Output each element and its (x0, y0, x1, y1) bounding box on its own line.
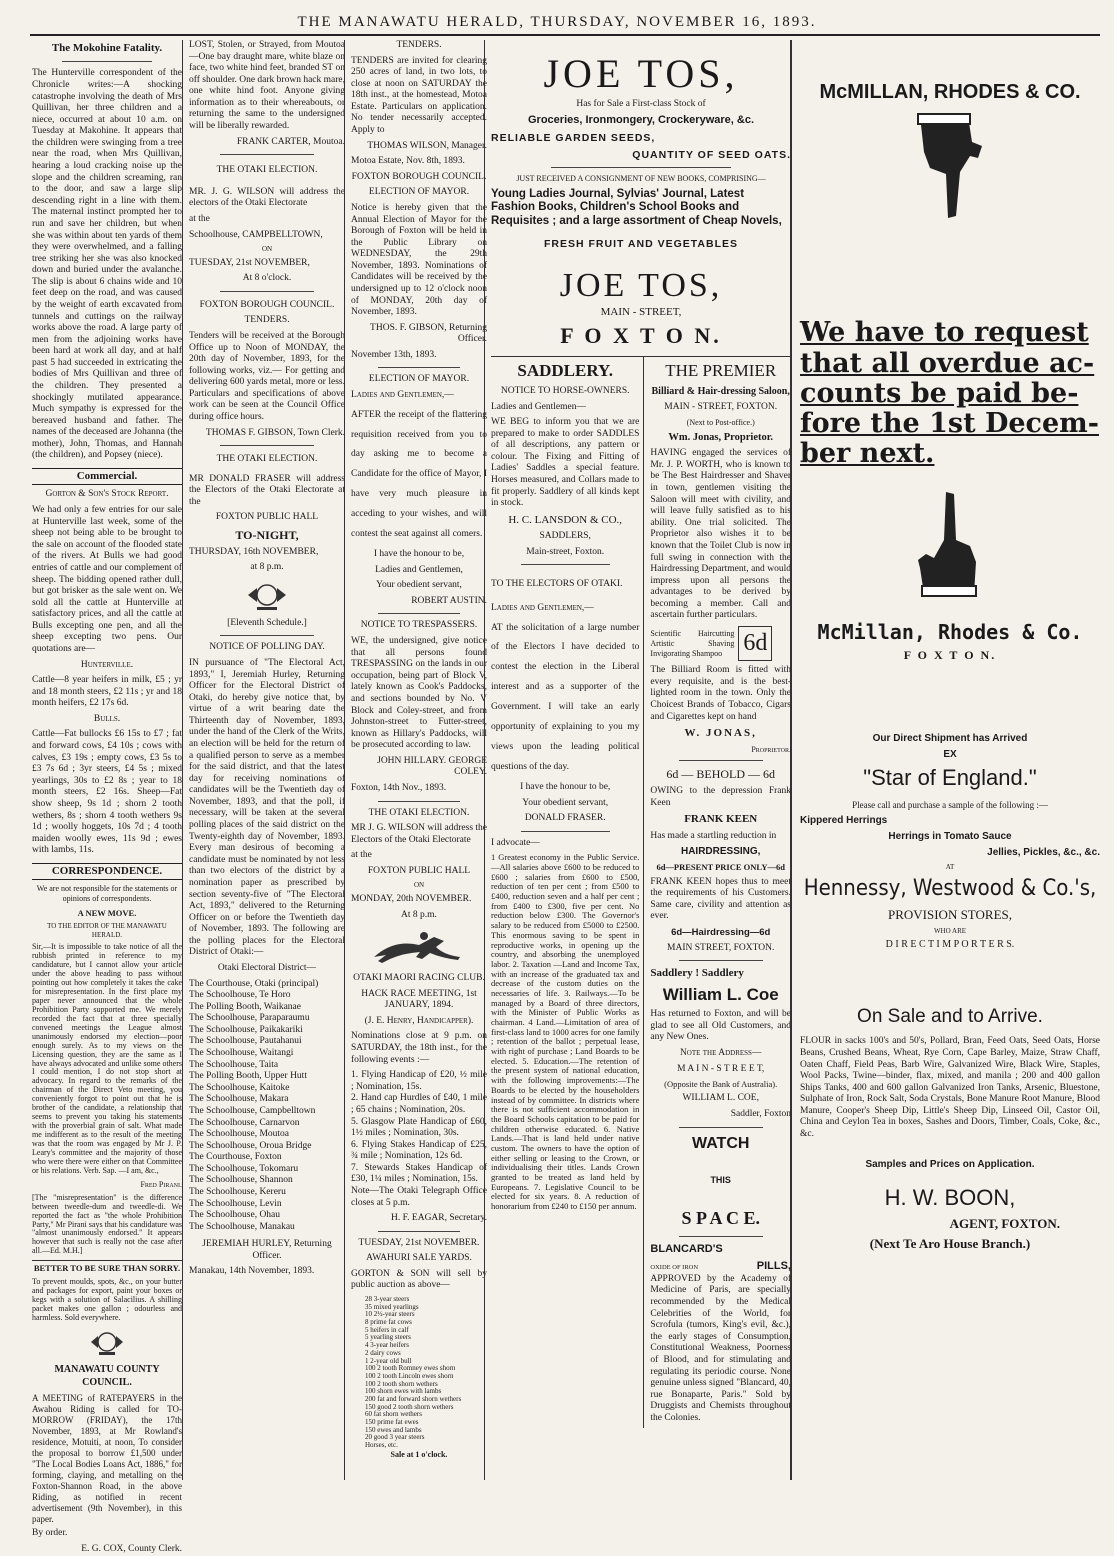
divider (220, 445, 314, 446)
premier-price-box (650, 626, 791, 661)
sale-item: 100 shorn ewes with lambs (365, 1387, 442, 1396)
premier-addr: MAIN - STREET, FOXTON. (664, 402, 778, 413)
sale-time: Sale at 1 o'clock. (390, 1449, 448, 1459)
sale-item: 35 mixed yearlings (365, 1302, 419, 1311)
otaki3-at: at the (351, 850, 372, 861)
polling-place-item: The Schoolhouse, Paraparaumu (189, 1013, 310, 1024)
racing-event-item: 2. Hand cap Hurdles of £40, 1 mile ; 65 chains ; Nomination, 20s. (351, 1093, 487, 1115)
sale-item: 100 2 tooth Romney ewes shorn (365, 1364, 456, 1373)
trespass-body: WE, the undersigned, give notice that all persons found TRESPASSING on the lands in our occupation, being part of Block V, lately known as Cook's Paddocks, and sections bounded by No. V Block and Coley-street, and from Johnston-street to Futter-street, known as Hillary's Paddocks, will be prosecuted according to law. (351, 636, 487, 751)
shipment-kippered: Kippered Herrings (800, 814, 888, 826)
split-section (491, 356, 791, 1428)
notice-line-3: counts be paid be- (800, 377, 1079, 409)
new-move-to: TO THE EDITOR OF THE MANAWATU HERALD. (47, 922, 167, 939)
hunterville-body: Cattle—8 year heifers in milk, £5 ; yr and 18 month steers, £2 11s ; yr and 18 month heifers, £2 17s 6d. (32, 675, 182, 709)
coat-of-arms-icon (87, 1328, 127, 1358)
otaki3-title: THE OTAKI ELECTION. (368, 807, 470, 818)
divider (521, 564, 610, 565)
fraser-points: 1 Greatest economy in the Public Service.—All salaries above £600 to be reduced to £600 ; salaries from £600 to £500, reduction of ten per cent ; from £500 to £400, reduction seven and a half per cent ; from £400 to £300, five per cent. No reduction below £300. The Governor's salary to be reduced from £5000 to £2500. This enormous saving to be spent in reproductive works, in opening up the country, and absorbing the unemployed labor. 2. Taxation —Land and Income Tax, with an increase of the graduated tax and decrease of the custom duties on the necessaries of life. 3. Railways.—To be managed by a Board of three directors, with the Minister of Public Works as chairman. 4 Land.—Limitation of area of first-class land to 1000 acres for one family ; retention of the ballot ; perpetual lease, with right of purchase ; Land Boards to be elected. 5. Education.—The retention of the present system of national education, with the following improvements:—The Boards to be elected by the householders instead of by committee. In districts where there is not sufficient accommodation in the Board Schools capitation to be paid for children otherwise educated. 6. Native Lands.—That is land held under native custom. The owners to have the option of either selling or leasing to the Crown, or individualising their titles. Lands Crown granted to be treated as land held by Europeans. 7. Legislative Council to be elected for six years. 8. A reduction of honorarium from £240 to £150 per annum. (491, 852, 640, 1212)
sale-item: 200 fat and forward shorn wethers (365, 1394, 462, 1403)
hw-name: Hennessy, Westwood & Co.'s, (803, 875, 1097, 901)
boon-name: H. W. BOON, (884, 1184, 1016, 1210)
mcmillan-title: McMILLAN, RHODES & CO. (819, 81, 1081, 103)
racing-meet: HACK RACE MEETING, 1st JANUARY, 1894. (361, 988, 477, 1011)
sale-item: 100 2 tooth shorn wethers (365, 1379, 438, 1388)
joe-street: MAIN - STREET, (600, 306, 682, 319)
county-body: A MEETING of RATEPAYERS in the Awahou Riding is called for TO-MORROW (FRIDAY), the 17th November, 1893, at Mr Rowland's residence, Motuiti, at noon, To consider the proposal to borrow £1,500 under "The Local Bodies Loans Act, 1886," for forming, claying, and metalling on the Foxton-Shannon Road, in the above Riding, as notified in recent advertisement (9th November), in this paper. (32, 1392, 182, 1524)
keen-hair: HAIRDRESSING, (680, 846, 761, 858)
polling-place-item: The Polling Booth, Upper Hutt (189, 1071, 307, 1082)
otaki2-place: FOXTON PUBLIC HALL (215, 512, 319, 523)
joe-sub: Has for Sale a First-class Stock of (576, 98, 706, 109)
better-body: To prevent moulds, spots, &c., on your butter and packages for export, paint your boxes or kegs with a solution of Salacilius. A shilling packet makes one gallon ; odourless and harmless. Sold everywhere. (32, 1276, 182, 1322)
premier-role: Proprietor. (751, 744, 791, 754)
new-move-note: [The "misrepresentation" is the difference between tweedle-dum and tweedle-di. We reported the fact as "the whole Prohibition Party," Mr Pirani says that his candidature was "almost unanimously endorsed." It appears however that such is really not the case after all.—Ed. M.H.] (32, 1192, 182, 1256)
notice-line-1: We have to request (800, 317, 1089, 349)
premier-sign: W. JONAS, (684, 727, 757, 740)
sale-items-list (351, 1296, 487, 1450)
otaki2-night: TO-NIGHT, (235, 528, 299, 543)
austin-lg: Ladies and Gentlemen, (375, 564, 463, 575)
polling-body: IN pursuance of "The Electoral Act, 1893," I, Jeremiah Hurley, Returning Officer for the Electoral District of Otaki, do hereby give notice that, by virtue of a writ bearing date the Thirteenth day of November, 1893, under the hand of the Clerk of the Writs, an election will be held for the return of a qualified person to serve as a member for the said district, and that the latest day for receiving nominations of candidates will be the Twentieth day of November, 1893, and that the poll, if necessary, will be taken at the several polling places of the said district on the Twenty-eighth day of November, 1893. Every man desirous of becoming a candidate must be nominated by not less than two electors of the district by a nomination paper as prescribed by section seventy-five of "The Electoral Act, 1893," delivered to the Returning Officer on or before the Twentieth day of November, 1893. The following are the polling places for the Electoral District of Otaki:— (189, 657, 345, 958)
coe-note: Note the Address— (679, 1047, 762, 1058)
joe-tos-title: JOE TOS, (543, 51, 739, 96)
notice-line-2: that all overdue ac- (800, 347, 1095, 379)
polling-place-item: The Schoolhouse, Te Horo (189, 990, 291, 1001)
pills-sub (650, 1260, 791, 1273)
divider (679, 960, 763, 961)
column-2 (182, 40, 345, 1480)
column-5 (790, 40, 1100, 1480)
polling-place-item: The Schoolhouse, Moutoa (189, 1129, 290, 1140)
racing-body: Nominations close at 9 p.m. on SATURDAY, the 18th inst., for the following events :— (351, 1031, 487, 1065)
polling-place-item: The Schoolhouse, Paikakariki (189, 1024, 303, 1035)
fraser-honour: I have the honour to be, (520, 782, 611, 793)
mayor-body: Notice is hereby given that the Annual Election of Mayor for the Borough of Foxton will be held in the Public Library on WEDNESDAY, the 29th November, 1893. Nominations of Candidates will be received by the undersigned up to 12 o'clock noon of MONDAY, 20th day of November, 1893. (351, 202, 487, 318)
pills-oxide: OXIDE OF IRON (650, 1264, 699, 1272)
new-move-body: Sir,—It is impossible to take notice of all the rubbish printed in reference to my candidature, but I cannot allow your article under the above heading to pass without pointing out how completely it takes the cake for misrepresentation. In the first place my paper never announced that the whole Prohibition Party supported me. We merely recorded the fact that at three specially convened meetings the League almost unanimously endorsed my election—poor enough surely. As to my views on the Licensing question, they are the same as I have always advocated and unlike some others I could mention, I do not stop short at advocacy. In regard to the remarks of the chairman of the Direct Veto meeting, you conveniently forgot to point out that he is brother of the candidate, a relationship that seems to prevent you taking his statements with the proverbial grain of salt. What made me indifferent as to the result of the meeting was that the room was engaged by Mr J. P. Leary's committee and the majority of those who were there were either on that Committee or his relations. Verb. Sap. —I am, &c., (32, 942, 182, 1175)
premier-body: HAVING engaged the services of Mr. J. P. WORTH, who is known to be The Best Hairdresser and Shaver in town, gentlemen visiting the Saloon will meet with civility, and will leave fully satisfied as to his ability. One trial solicited. The Proprietor also wishes it to be known that the Toilet Club is now in full swing in connection with the Hairdressing Department, and would impress upon all persons the advantages to be derived by becoming a member. Call and ascertain further particulars. (650, 448, 791, 621)
mayor-sub: ELECTION OF MAYOR. (368, 187, 470, 198)
sale-item: 4 3-year heifers (365, 1341, 409, 1350)
mayor-sign: THOS. F. GIBSON, Returning Officer. (370, 322, 487, 345)
racing-note: Note—The Otaki Telegraph Office closes at 5 p.m. (351, 1185, 487, 1208)
polling-place-item: The Schoolhouse, Kaitoke (189, 1082, 290, 1093)
notice-line-4: fore the 1st Decem- (800, 408, 1099, 440)
otaki3-on: ON (413, 881, 425, 890)
joe-town: F O X T O N. (560, 323, 722, 349)
trespass-title: NOTICE TO TRESPASSERS. (360, 620, 478, 631)
fraser-title: TO THE ELECTORS OF OTAKI. (491, 579, 623, 590)
sale-item: 28 3-year steers (365, 1295, 410, 1304)
saddlery-notice: NOTICE TO HORSE-OWNERS. (500, 386, 630, 397)
polling-place-item: The Schoolhouse, Campbelltown (189, 1105, 316, 1116)
sale-item: Horses, etc. (365, 1441, 398, 1450)
polling-places-list (189, 979, 345, 1234)
racing-sign: H. F. EAGAR, Secretary. (391, 1213, 487, 1224)
otaki1-on: ON (261, 245, 273, 254)
shipment-name: "Star of England." (863, 764, 1037, 790)
sale-item: 150 prime fat ewes (365, 1418, 419, 1427)
austin-sign: ROBERT AUSTIN. (411, 595, 487, 606)
premier-price: 6d (738, 626, 772, 661)
foxton-sign: THOMAS F. GIBSON, Town Clerk. (205, 427, 345, 438)
racing-title: OTAKI MAORI RACING CLUB. (353, 973, 485, 984)
masthead-rule (30, 34, 1100, 36)
premier-sub: Billiard & Hair-dressing Saloon, (651, 386, 790, 398)
polling-place-item: The Schoolhouse, Ohau (189, 1210, 281, 1221)
pointing-hand-up-icon (890, 488, 1010, 598)
mcmillan-title-2: McMillan, Rhodes & Co. (817, 619, 1083, 644)
joe-seeds: RELIABLE GARDEN SEEDS, (491, 131, 656, 144)
sale-item: 8 prime fat cows (365, 1318, 412, 1327)
otaki3-time: At 8 p.m. (401, 909, 437, 920)
joe-tos-title-2: JOE TOS, (559, 266, 723, 304)
polling-place-item: The Schoolhouse, Kereru (189, 1186, 286, 1197)
divider (551, 167, 731, 168)
commercial-title: Commercial. (32, 468, 182, 485)
stock-title: Gorton & Son's Stock Report. (45, 489, 169, 500)
coe-sign: WILLIAM L. COE, (682, 1093, 759, 1104)
shipment-tomato: Herrings in Tomato Sauce (888, 830, 1012, 842)
saddlery-sub: SADDLERS, (539, 531, 591, 542)
foxton-sub: TENDERS. (244, 315, 290, 326)
racing-event-item: 1. Flying Handicap of £20, ½ mile ; Nomination, 15s. (351, 1070, 487, 1092)
bulls-body: Cattle—Fat bullocks £6 15s to £7 ; fat and forward cows, £4 10s ; cows with calves, £3 19s ; empty cows, £3 5s to £3 7s 6d ; 3yr steers, £4 5s ; mixed yearlings, 30s to £2 8s ; year to 18 month steers, £2 16s. Sheep—Fat show sheep, 9s 1d ; shorn 2 tooth wethers, 8s ; shorn 4 tooth wethers 9s 1d ; woolly hoggets, 10s 7d ; 4 tooth maiden woolly ewes, 11s 9d ; ewes with lambs, 11s. (32, 729, 182, 856)
keen-behold: 6d — BEHOLD — 6d (666, 767, 776, 782)
polling-place-item: The Schoolhouse, Shannon (189, 1175, 293, 1186)
polling-place-item: The Schoolhouse, Carnarvon (189, 1117, 300, 1128)
polling-place-item: The Schoolhouse, Levin (189, 1198, 282, 1209)
coe-body: Has returned to Foxton, and will be glad to see all Old Customers, and any New Ones. (650, 1009, 791, 1043)
column-1 (32, 40, 182, 1555)
saddlery-body: WE BEG to inform you that we are prepared to make to order SADDLES of all descriptions, any pattern or colour. The Fixing and Fitting of Ladies' Saddles a special feature. Horses measured, and Collars made to fit properly. Saddlery of all kinds kept in stock. (491, 417, 640, 509)
otaki1-time: At 8 o'clock. (242, 273, 292, 284)
shipment-note: Please call and purchase a sample of the following :— (852, 799, 1048, 810)
polling-place-item: The Schoolhouse, Makara (189, 1094, 289, 1105)
foxton-body: Tenders will be received at the Borough Office up to Noon of MONDAY, the 20th day of November, 1893, for the following works, viz.— For getting and delivering 600 yards metal, more or less. Particulars and specifications of above work can be seen at the Council Office during office hours. (189, 330, 345, 422)
joe-goods: Groceries, Ironmongery, Crockeryware, &c. (528, 114, 754, 127)
new-move-sign: Fred Pirani. (140, 1179, 182, 1189)
trespass-sign: JOHN HILLARY. GEORGE COLEY. (377, 755, 487, 778)
austin-servant: Your obedient servant, (376, 580, 462, 591)
keen-price: 6d—PRESENT PRICE ONLY—6d (656, 862, 785, 873)
austin-greet: Ladies and Gentlemen,— (351, 390, 454, 401)
sale-item: 1 2-year old bull (365, 1356, 412, 1365)
polling-place-item: The Schoolhouse, Waitangi (189, 1048, 294, 1059)
otaki3-body: MR J. G. WILSON will address the Electors of the Otaki Electorate (351, 823, 487, 845)
fatality-title: The Mokohine Fatality. (51, 42, 163, 54)
keen-body: OWING to the depression Frank Keen (650, 785, 791, 808)
correspondence-note: We are not responsible for the statements or opinions of correspondents. (36, 884, 178, 903)
tenders-title: TENDERS. (396, 40, 442, 50)
county-sign: E. G. COX, County Clerk. (81, 1544, 182, 1555)
otaki2-date: THURSDAY, 16th NOVEMBER, (189, 546, 319, 557)
austin-body: AFTER the receipt of the flattering requisition received from you to day asking me to become a Candidate for the office of Mayor, I have very much pleasure in acceding to your wishes, and will contest the seat against all comers. (351, 409, 487, 540)
watch-line-1: WATCH (691, 1134, 750, 1152)
otaki1-at: at the (189, 213, 210, 224)
sale-item: 150 ewes and lambs (365, 1425, 422, 1434)
premier-title: THE PREMIER (665, 361, 777, 381)
mcmillan-town: F O X T O N. (903, 647, 997, 662)
column-4-right (650, 357, 791, 1428)
hunterville-label: Hunterville. (80, 659, 134, 670)
otaki2-body: MR DONALD FRASER will address the Electors of the Otaki Electorate at the (189, 473, 345, 507)
mayor-date: November 13th, 1893. (351, 349, 437, 360)
keen-hopes: FRANK KEEN hopes thus to meet the requirements of his Customers. Same care, civility and attention as ever. (650, 876, 791, 922)
divider (679, 760, 763, 761)
watch-line-2: THIS (710, 1175, 731, 1186)
otaki2-title: THE OTAKI ELECTION. (216, 454, 318, 465)
sale-item: 20 good 3 year steers (365, 1433, 425, 1442)
trespass-date: Foxton, 14th Nov., 1893. (351, 783, 447, 793)
on-sale-body: FLOUR in sacks 100's and 50's, Pollard, Bran, Feed Oats, Seed Oats, Horse Beans, Crushed Beans, Wheat, Rye Corn, Cape Barley, Maize, Straw Chaff, Oaten Chaff, Field Peas, Barb Wire, Galvanized Wire, Black Wire, Staples, Wool Packs, Twine—binder, flax, mixed, and manila ; 200 and 400 gallon Ships Tanks, 400 and 600 gallon Galvanized Iron Tanks, Arsenic, Bluestone, Sulphate of Iron, Rock Salt, Soda Crystals, Bone Manure Root Manure, Blood Manure, Cooper's Sheep Dip, Little's Sheep Dip, Linseed Oil, Castor Oil, China and Ceylon Tea in boxes, Sashes and Doors, Timber, Coals, Coke, &c., &c. (800, 1036, 1100, 1140)
polling-place-item: The Schoolhouse, Taita (189, 1059, 279, 1070)
otaki1-title: THE OTAKI ELECTION. (216, 165, 318, 176)
premier-prop: Wm. Jonas, Proprietor. (668, 431, 774, 443)
sale-item: 2 dairy cows (365, 1348, 401, 1357)
racing-events-list (351, 1070, 487, 1186)
divider (679, 1236, 763, 1237)
fraser-greet: Ladies and Gentlemen,— (491, 602, 594, 613)
divider (220, 291, 314, 292)
polling-place-item: The Schoolhouse, Manakau (189, 1221, 295, 1232)
lost-sign: FRANK CARTER, Moutoa. (236, 136, 345, 147)
keen-addr: MAIN STREET, FOXTON. (667, 942, 775, 953)
tenders-sign: THOMAS WILSON, Manager. (367, 140, 487, 151)
racing-event-item: 7. Stewards Stakes Handicap of £30, 1¼ miles ; Nomination, 15s. (351, 1162, 487, 1185)
overdue-accounts-notice (800, 318, 1100, 469)
premier-services: Scientific Haircutting Artistic Shaving Invigorating Shampoo (650, 629, 735, 658)
otaki3-date: MONDAY, 20th NOVEMBER. (351, 894, 472, 904)
shipment-at: AT (945, 863, 955, 872)
otaki1-place: Schoolhouse, CAMPBELLTOWN, (189, 229, 323, 240)
correspondence-title: CORRESPONDENCE. (32, 863, 182, 880)
pointing-hand-down-icon (890, 112, 1010, 222)
otaki2-time: at 8 p.m. (250, 562, 284, 573)
better-title: BETTER TO BE SURE THAN SORRY. (32, 1260, 182, 1273)
hw-stores: PROVISION STORES, (887, 906, 1012, 922)
bulls-label: Bulls. (93, 713, 121, 724)
watch-line-3: S P A C E. (681, 1208, 760, 1229)
racehorse-icon (364, 927, 474, 967)
sale-item: 150 good 2 tooth shorn wethers (365, 1402, 454, 1411)
coe-head: Saddlery ! Saddlery (650, 967, 744, 980)
coe-street: M A I N - S T R E E T, (677, 1063, 765, 1074)
polling-place-item: The Courthouse, Foxton (189, 1152, 282, 1163)
saddlery-sign: H. C. LANSDON & CO., (508, 513, 623, 526)
column-4-left (491, 357, 644, 1428)
premier-next: (Next to Post-office.) (686, 417, 755, 427)
fraser-servant: Your obedient servant, (522, 797, 609, 808)
sale-body: GORTON & SON will sell by public auction as above— (351, 1268, 487, 1291)
sale-title: AWAHURI SALE YARDS. (366, 1253, 472, 1264)
samples-line: Samples and Prices on Application. (865, 1158, 1035, 1170)
saddlery-greet: Ladies and Gentlemen— (491, 401, 586, 412)
hw-direct: D I R E C T I M P O R T E R S. (885, 939, 1015, 951)
coe-name: William L. Coe (662, 984, 779, 1004)
premier-billiard: The Billiard Room is fitted with every requisite, and is the best-lighted room in the town. Only the Choicest Brands of Tobacco, Cigars and Cigarettes kept on hand (650, 665, 791, 722)
divider (220, 154, 314, 155)
racing-event-item: 6. Flying Stakes Handicap of £25, ¾ mile ; Nomination, 12s 6d. (351, 1139, 487, 1162)
sale-date: TUESDAY, 21st NOVEMBER. (358, 1237, 480, 1248)
joe-books-intro: JUST RECEIVED A CONSIGNMENT OF NEW BOOKS, COMPRISING— (516, 174, 766, 184)
racing-event-item: 5. Glasgow Plate Handicap of £60, 1½ miles ; Nomination, 30s. (351, 1116, 487, 1139)
saddlery-addr: Main-street, Foxton. (526, 546, 605, 557)
racing-handicapper: (J. E. Henry, Handicapper). (364, 1015, 474, 1026)
joe-books: Young Ladies Journal, Sylvias' Journal, Latest Fashion Books, Children's School Books and Requisites ; and a large assortment of Cheap Novels, (491, 188, 782, 227)
divider (378, 613, 460, 614)
shipment-ex: EX (943, 748, 957, 760)
polling-place-item: The Schoolhouse, Tokomaru (189, 1163, 299, 1174)
otaki1-date: TUESDAY, 21st NOVEMBER, (189, 257, 310, 268)
lost-body: LOST, Stolen, or Strayed, from Moutoa—One bay draught mare, white blaze on face, two white hind feet, branded ST on off shoulder. One dark brown hack mare, one white hind foot. Anyone giving information as to their whereabouts, or returning the same to the undersigned will be liberally rewarded. (189, 40, 345, 132)
polling-sign: JEREMIAH HURLEY, Returning Officer. (202, 1239, 332, 1261)
fraser-sign: DONALD FRASER. (524, 813, 606, 824)
boon-next: (Next Te Aro House Branch.) (869, 1235, 1031, 1251)
fraser-body: AT the solicitation of a large number of the Electors I have decided to contest the election in the Liberal interest and as a supporter of the Government. I will take an early opportunity of explaining to you my views upon the leading political questions of the day. (491, 622, 640, 773)
county-title: MANAWATU COUNTY COUNCIL. (54, 1364, 160, 1388)
polling-date: Manakau, 14th November, 1893. (189, 1266, 315, 1277)
polling-place-item: The Courthouse, Otaki (principal) (189, 978, 319, 989)
shipment-line: Our Direct Shipment has Arrived (872, 732, 1028, 744)
sale-item: 100 2 tooth Lincoln ewes shorn (365, 1371, 454, 1380)
coe-role: Saddler, Foxton (730, 1109, 791, 1120)
sale-item: 10 2½-year steers (365, 1310, 415, 1319)
austin-honour: I have the honour to be, (373, 549, 465, 560)
foxton-title: FOXTON BOROUGH COUNCIL. (199, 299, 335, 310)
divider (679, 1127, 763, 1128)
pills-pills: PILLS, (756, 1260, 791, 1273)
sale-item: 5 heifers in calf (365, 1325, 409, 1334)
new-move-title: A NEW MOVE. (77, 907, 137, 918)
otaki1-body: MR. J. G. WILSON will address the electors of the Otaki Electorate (189, 186, 345, 209)
divider (378, 367, 460, 368)
tenders-body: TENDERS are invited for clearing 250 acres of land, in two lots, to close at noon on SATURDAY the 18th inst., at the homestead, Motoa Estate. Particulars on application. No tender necessarily accepted. Apply to (351, 55, 487, 136)
divider (62, 61, 152, 62)
county-by: By order. (32, 1528, 68, 1539)
masthead: THE MANAWATU HERALD, THURSDAY, NOVEMBER 16, 1893. (297, 14, 817, 30)
fatality-body: The Hunterville correspondent of the Chronicle writes:—A shocking catastrophe involving the death of Mrs Quillivan, her three children and a niece, occurred at about 10 a.m. on Tuesday at Makohine. It appears that the children were swinging from a tree near the road, when Mrs Quillivan, hearing a loud cracking noise up the slope and the children screaming, ran to the door, and saw a large slip descending right in a line with them. The maternal instinct prompted her to run and save her children, but when she was within about ten yards of them they were overwhelmed, and a falling tree striking her she was also knocked down and buried under the avalanche. The slip is about 6 chains wide and 10 feet deep on the road, and was caused by the weight of earth excavated from tunnels and cuttings on the railway works above the road. A large party of men from the adjoining works have been hard at work all day, and at half past 5 had succeeded in extricating the bodies of Mrs Quillivan and three of the children. They presented a shockingly mutilated appearance. Much sympathy is expressed for the bereaved husband and father. The names of the deceased are Johanna (the mother), John, Thomas, and Hannah (the children), and Popsey (niece). (32, 68, 182, 461)
otaki3-place: FOXTON PUBLIC HALL (367, 865, 471, 876)
divider (220, 635, 314, 636)
pills-body: APPROVED by the Academy of Medicine of Paris, are specially recommended by the Medical Celebrities of the World, for Scrofula (tumors, King's evil, &c.), the early stages of Consumption, Constitutional Weakness, Poorness of Blood, and for stimulating and regulating its periodic course. None genuine unless signed "Blancard, 40, rue Bonaparte, Paris." Sold by Druggists and Chemists throughout the Colonies. (650, 1273, 791, 1423)
joe-fruit: FRESH FRUIT AND VEGETABLES (543, 237, 738, 250)
polling-district: Otaki Electoral District— (217, 963, 317, 973)
keen-banner: 6d—Hairdressing—6d (671, 926, 771, 938)
hw-who: WHO ARE (933, 926, 967, 935)
on-sale-title: On Sale and to Arrive. (857, 1006, 1043, 1028)
coe-opp: (Opposite the Bank of Australia). (664, 1079, 778, 1090)
polling-place-item: The Schoolhouse, Pautahanui (189, 1036, 302, 1047)
schedule-label: [Eleventh Schedule.] (227, 617, 307, 628)
coat-of-arms-icon (245, 580, 289, 612)
tenders-date: Motoa Estate, Nov. 8th, 1893. (351, 156, 465, 167)
column-3 (344, 40, 487, 1480)
keen-name: FRANK KEEN (684, 813, 758, 826)
divider (521, 831, 610, 832)
pills-title: BLANCARD'S (650, 1243, 723, 1256)
divider (378, 801, 460, 802)
boon-agent: AGENT, FOXTON. (949, 1215, 1060, 1231)
divider (378, 1231, 460, 1232)
mayor-title: FOXTON BOROUGH COUNCIL. (351, 171, 487, 182)
saddlery-title: SADDLERY. (517, 361, 613, 381)
joe-oats: QUANTITY OF SEED OATS. (632, 148, 791, 161)
polling-title: NOTICE OF POLLING DAY. (209, 642, 325, 653)
sale-item: 5 yearling steers (365, 1333, 411, 1342)
polling-place-item: The Schoolhouse, Oroua Bridge (189, 1140, 312, 1151)
column-4 (484, 40, 791, 1480)
austin-title: ELECTION OF MAYOR. (368, 374, 470, 385)
notice-line-5: ber next. (800, 438, 935, 470)
sale-item: 60 fat shorn wethers (365, 1410, 422, 1419)
keen-reduction: Has made a startling reduction in (650, 830, 777, 841)
fraser-advocate: I advocate— (491, 837, 540, 848)
stock-body: We had only a few entries for our sale at Hunterville last week, some of the sheep not being able to be brought to the sale on account of the flooded state of the rivers. At Bulls we had good entries of cattle and our complement of sheep. The bidding opened rather dull, but got brisker as the sale went on. We sold all the cattle at Hunterville at satisfactory prices, and all the cattle at Bulls excepting one pen, and all the sheep excepting two pens. Our quotations are— (32, 505, 182, 654)
shipment-jellies: Jellies, Pickles, &c., &c. (987, 847, 1100, 859)
polling-place-item: The Polling Booth, Waikanae (189, 1001, 301, 1012)
